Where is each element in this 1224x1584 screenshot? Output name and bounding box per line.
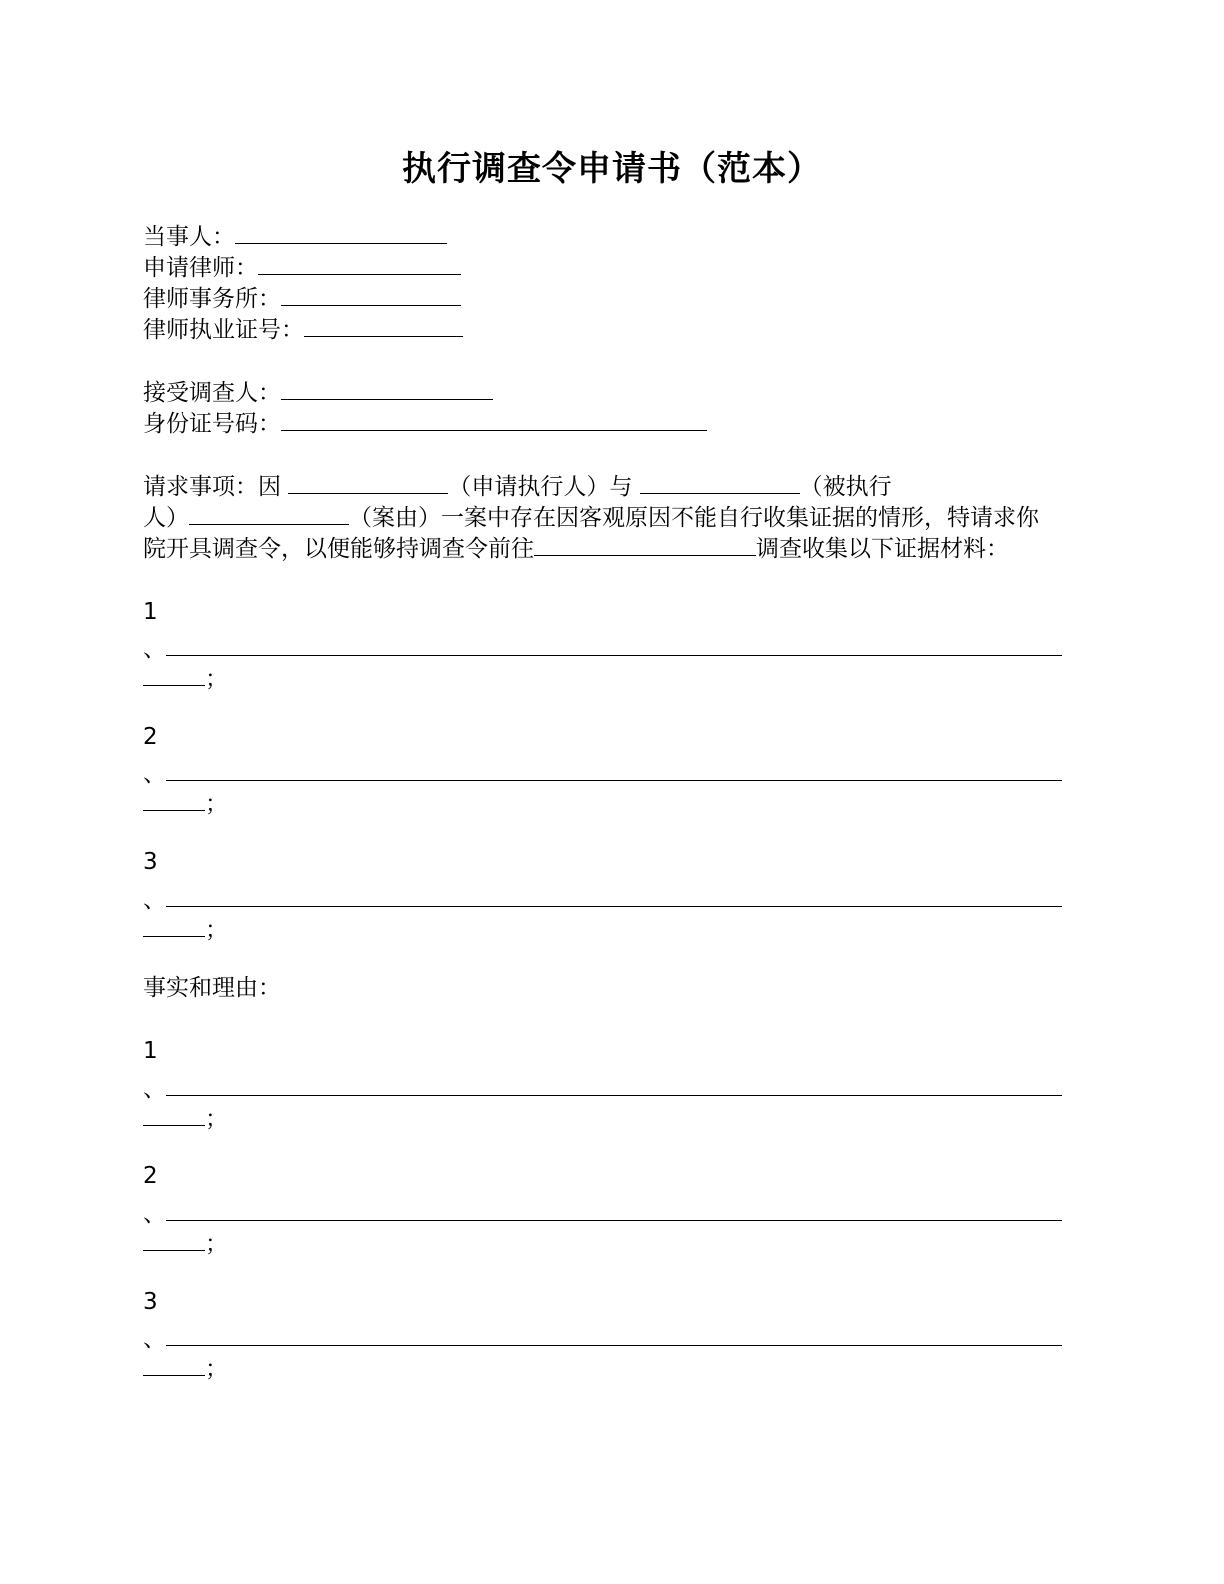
- evidence-item-3-end: [143, 914, 1068, 946]
- fact-item-3-blank-cont[interactable]: [143, 1353, 205, 1376]
- fact-item-1-number: 1: [143, 1038, 158, 1064]
- item-separator: 、: [143, 1326, 166, 1352]
- item-separator: 、: [143, 1076, 166, 1102]
- investigatee-blank[interactable]: [281, 377, 493, 400]
- evidence-item-1-line: [143, 633, 1068, 665]
- evidence-item-3-line: [143, 884, 1068, 916]
- evidence-item-3-blank[interactable]: [166, 884, 1062, 907]
- item-end: ；: [205, 1231, 228, 1257]
- item-separator: 、: [143, 636, 166, 662]
- fact-item-3-blank[interactable]: [166, 1323, 1062, 1346]
- respondent-label-part2: 人）: [143, 505, 189, 531]
- fact-item-3-end: [143, 1353, 1068, 1385]
- party-field: [143, 221, 447, 253]
- law-firm-label: 律师事务所：: [143, 286, 281, 312]
- item-end: ；: [205, 791, 228, 817]
- fact-item-2-blank-cont[interactable]: [143, 1228, 205, 1251]
- evidence-item-2-blank-cont[interactable]: [143, 788, 205, 811]
- evidence-item-1-end: [143, 663, 1068, 695]
- party-label: 当事人：: [143, 224, 235, 250]
- party-blank[interactable]: [235, 221, 447, 244]
- lawyer-blank[interactable]: [258, 252, 461, 275]
- evidence-item-2-end: [143, 788, 1068, 820]
- fact-item-3-line: [143, 1323, 1068, 1355]
- cause-text: （案由）一案中存在因客观原因不能自行收集证据的情形，特请求你: [349, 505, 1039, 531]
- fact-item-2-number: 2: [143, 1163, 158, 1189]
- location-blank[interactable]: [534, 533, 756, 556]
- location-prefix: 院开具调查令，以便能够持调查令前往: [143, 536, 534, 562]
- investigatee-label: 接受调查人：: [143, 380, 281, 406]
- fact-item-3-number: 3: [143, 1289, 158, 1315]
- fact-item-2-blank[interactable]: [166, 1198, 1062, 1221]
- license-no-blank[interactable]: [304, 314, 463, 337]
- investigatee-field: [143, 377, 493, 409]
- fact-item-1-end: [143, 1103, 1068, 1135]
- lawyer-field: [143, 252, 461, 284]
- evidence-item-2-blank[interactable]: [166, 758, 1062, 781]
- evidence-item-3-blank-cont[interactable]: [143, 914, 205, 937]
- applicant-blank[interactable]: [288, 471, 448, 494]
- item-end: ；: [205, 1356, 228, 1382]
- evidence-item-1-blank-cont[interactable]: [143, 663, 205, 686]
- item-separator: 、: [143, 887, 166, 913]
- license-no-label: 律师执业证号：: [143, 317, 304, 343]
- fact-item-1-blank[interactable]: [166, 1073, 1062, 1096]
- item-end: ；: [205, 1106, 228, 1132]
- item-separator: 、: [143, 1201, 166, 1227]
- document-title: 执行调查令申请书（范本）: [402, 149, 822, 189]
- facts-heading: 事实和理由：: [143, 975, 281, 1001]
- request-paragraph: [143, 471, 1068, 564]
- id-number-label: 身份证号码：: [143, 411, 281, 437]
- evidence-item-1-blank[interactable]: [166, 633, 1062, 656]
- location-suffix: 调查收集以下证据材料：: [756, 536, 1009, 562]
- respondent-label-part1: （被执行: [799, 474, 892, 500]
- evidence-item-2-number: 2: [143, 724, 158, 750]
- law-firm-blank[interactable]: [281, 283, 461, 306]
- lawyer-label: 申请律师：: [143, 255, 258, 281]
- cause-blank[interactable]: [189, 502, 349, 525]
- item-end: ；: [205, 917, 228, 943]
- respondent-blank[interactable]: [640, 471, 800, 494]
- applicant-label: （申请执行人）与: [448, 474, 633, 500]
- fact-item-1-line: [143, 1073, 1068, 1105]
- evidence-item-3-number: 3: [143, 849, 158, 875]
- request-row-3: [143, 533, 1068, 564]
- fact-item-2-line: [143, 1198, 1068, 1230]
- id-number-blank[interactable]: [281, 408, 707, 431]
- fact-item-2-end: [143, 1228, 1068, 1260]
- fact-item-1-blank-cont[interactable]: [143, 1103, 205, 1126]
- law-firm-field: [143, 283, 461, 315]
- request-prefix: 请求事项：因: [143, 474, 281, 500]
- license-no-field: [143, 314, 463, 346]
- evidence-item-1-number: 1: [143, 599, 158, 625]
- evidence-item-2-line: [143, 758, 1068, 790]
- request-row-1: [143, 471, 1068, 502]
- item-separator: 、: [143, 761, 166, 787]
- id-number-field: [143, 408, 707, 440]
- request-row-2: [143, 502, 1068, 533]
- item-end: ；: [205, 666, 228, 692]
